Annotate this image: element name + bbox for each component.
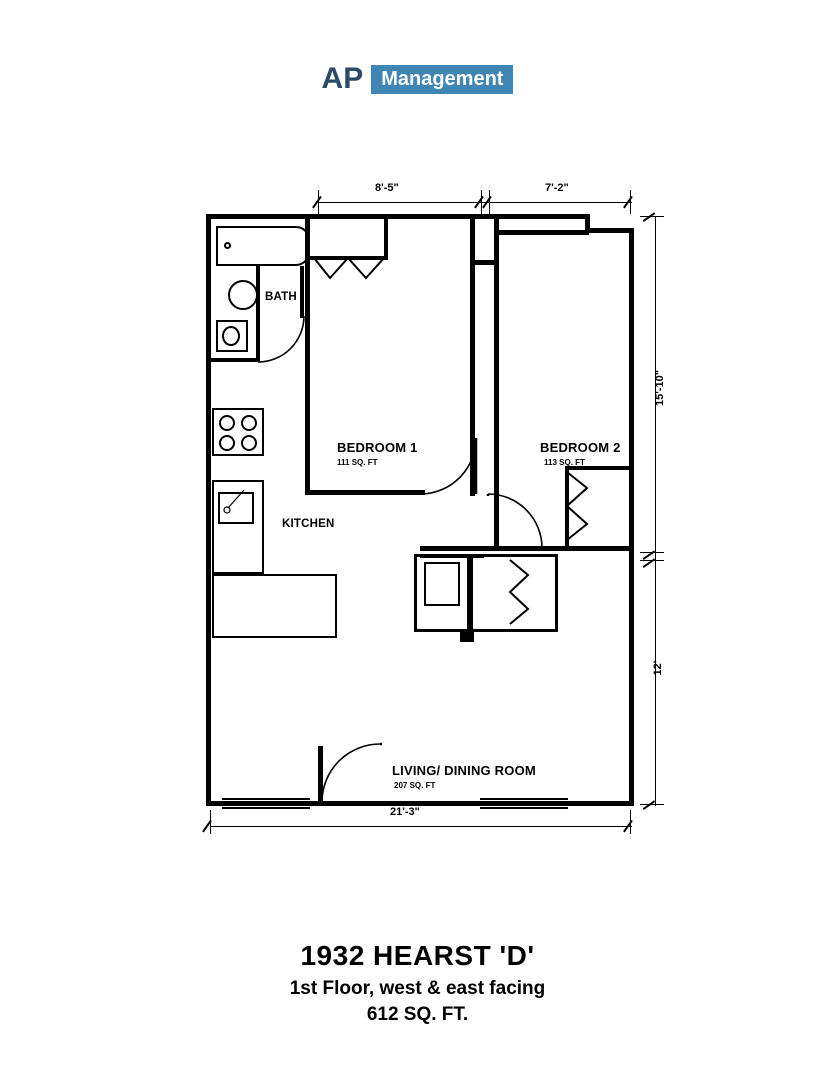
- stove: [212, 408, 264, 456]
- dim-leader: [489, 190, 490, 214]
- bath-door-swing-icon: [256, 314, 306, 364]
- dim-leader: [630, 190, 631, 214]
- dimension-top-right: 7'-2": [545, 182, 569, 194]
- dim-line-top-left: [318, 202, 486, 203]
- dim-leader: [640, 552, 664, 553]
- dim-leader: [630, 810, 631, 834]
- logo-text-primary: AP: [321, 62, 364, 95]
- hall-closet-left-inner: [424, 562, 460, 606]
- unit-title: 1932 HEARST 'D': [300, 940, 535, 971]
- window-bottom-left-inner: [222, 807, 310, 809]
- room-label-bath: BATH: [265, 291, 297, 303]
- dim-line-top-right: [486, 202, 632, 203]
- kitchen-faucet-icon: [218, 486, 258, 528]
- unit-subtitle: 1st Floor, west & east facing: [289, 978, 546, 999]
- hall-closet-foot: [460, 632, 474, 642]
- room-label-kitchen: KITCHEN: [282, 518, 335, 530]
- logo-text-secondary: Management: [371, 65, 513, 94]
- room-area-bedroom2: 113 SQ. FT: [544, 458, 585, 467]
- window-bottom-left: [222, 798, 310, 800]
- entry-door-swing-icon: [320, 742, 384, 804]
- dimension-top-left: 8'-5": [375, 182, 399, 194]
- exterior-wall-top: [206, 214, 590, 219]
- dim-line-bottom: [210, 826, 632, 827]
- dim-leader: [640, 560, 664, 561]
- exterior-wall-top-right: [585, 228, 634, 233]
- room-label-bedroom2: BEDROOM 2: [540, 440, 621, 455]
- company-logo: [0, 62, 835, 96]
- exterior-wall-left: [206, 214, 211, 806]
- window-bottom-right-inner: [480, 807, 568, 809]
- kitchen-peninsula: [212, 574, 337, 638]
- dim-leader: [640, 216, 664, 217]
- dimension-right-lower: 12': [652, 660, 664, 676]
- bath-sink: [228, 280, 258, 310]
- stove-burner: [241, 415, 257, 431]
- bedroom2-closet-bifold-icon: [565, 470, 599, 544]
- bedroom1-closet-wall-right: [384, 216, 388, 260]
- room-label-bedroom1: BEDROOM 1: [337, 440, 418, 455]
- room-label-living-dining: LIVING/ DINING ROOM: [392, 763, 536, 778]
- bedroom1-wall-bottom: [305, 490, 425, 495]
- dimension-bottom: 21'-3": [390, 806, 420, 818]
- bathtub-drain: [224, 242, 231, 249]
- room-area-bedroom1: 111 SQ. FT: [337, 458, 378, 467]
- dim-leader: [318, 190, 319, 214]
- window-bottom-right: [480, 798, 568, 800]
- stove-burner: [219, 435, 235, 451]
- plan-caption: [0, 940, 835, 1026]
- dim-tick: [643, 212, 655, 221]
- room-area-living-dining: 207 SQ. FT: [394, 781, 436, 790]
- stove-burner: [241, 435, 257, 451]
- dim-leader: [481, 190, 482, 214]
- bedroom1-closet-bifold-icon: [312, 256, 388, 290]
- dim-leader: [640, 804, 664, 805]
- floorplan-drawing: [0, 150, 835, 870]
- bath-door-jamb: [300, 266, 304, 318]
- exterior-wall-bottom: [206, 801, 634, 806]
- bedroom2-wall-top-inner: [499, 230, 589, 235]
- dimension-right-upper: 15'-10": [654, 370, 666, 406]
- bath-wall-bottom: [206, 358, 260, 362]
- bedroom2-door-swing-icon: [486, 492, 544, 550]
- exterior-wall-right: [629, 228, 634, 806]
- stove-burner: [219, 415, 235, 431]
- unit-area: 612 SQ. FT.: [366, 1004, 469, 1025]
- dim-tick: [643, 800, 655, 809]
- hall-closet-bifold-icon: [508, 558, 538, 628]
- bedroom1-door-swing-icon: [420, 436, 478, 496]
- dim-leader: [210, 810, 211, 834]
- toilet-bowl: [222, 326, 240, 346]
